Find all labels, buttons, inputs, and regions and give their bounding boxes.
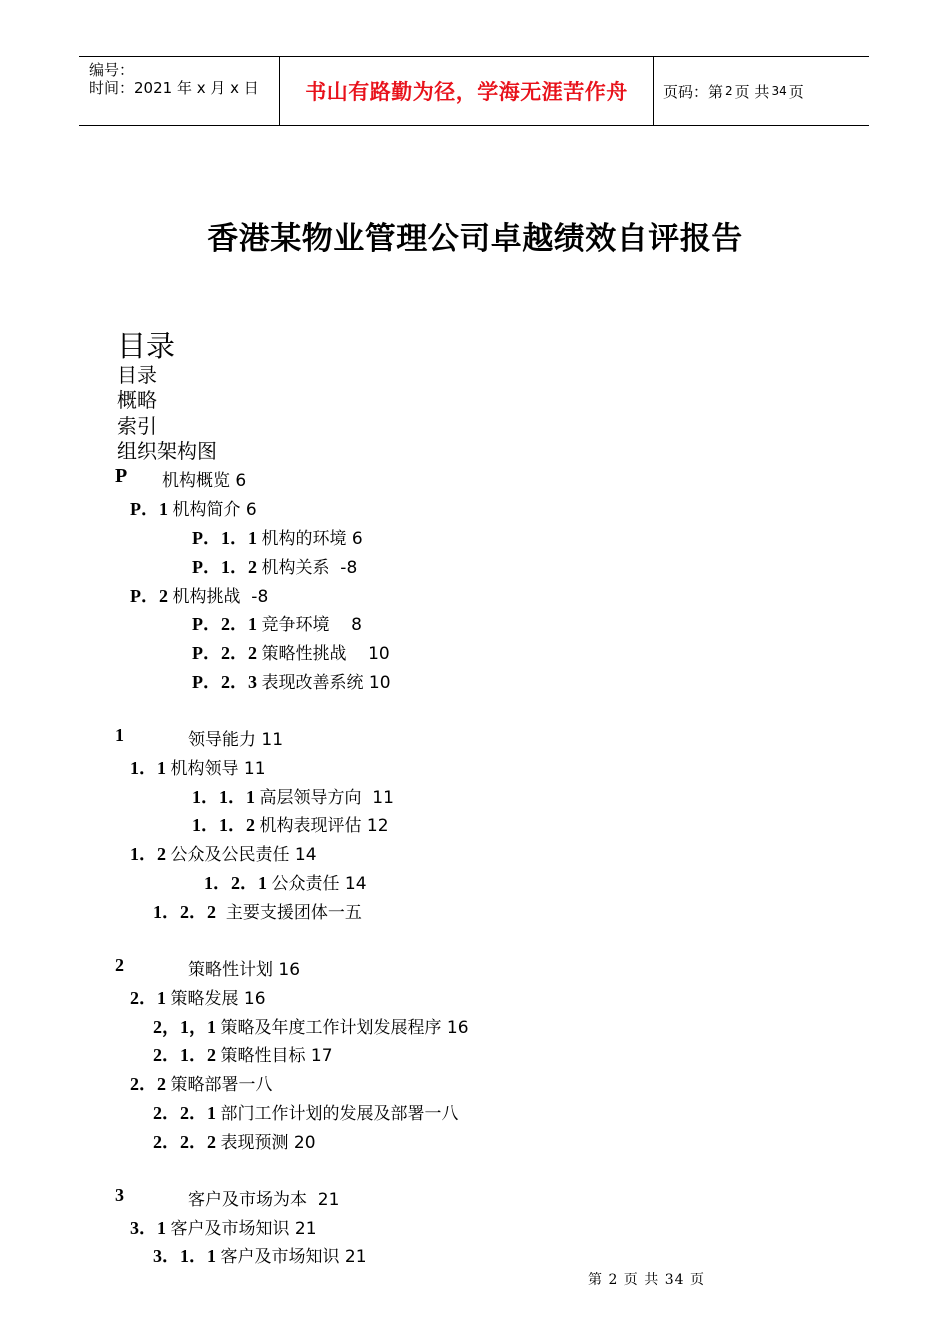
header-page-info [654, 57, 869, 125]
toc-entry[interactable]: 3．1 客户及市场知识 21 [130, 1218, 317, 1239]
toc-entry[interactable]: 2，1，1 策略及年度工作计划发展程序 16 [153, 1017, 469, 1038]
toc-entry[interactable]: 1．2．1 公众责任 14 [204, 873, 367, 894]
document-title: 香港某物业管理公司卓越绩效自评报告 [207, 221, 743, 257]
page-header [79, 56, 869, 126]
toc-top-item[interactable]: 概略 [117, 388, 157, 412]
toc-entry-text[interactable]: 策略性计划 16 [188, 960, 301, 980]
toc-entry[interactable]: 2．2．1 部门工作计划的发展及部署一八 [153, 1103, 459, 1124]
toc-entry[interactable]: 1．2 公众及公民责任 14 [130, 844, 317, 865]
page-total: 34 [771, 84, 787, 98]
toc-entry[interactable]: P．1．2 机构关系 -8 [192, 557, 358, 578]
toc-entry[interactable]: P．2．2 策略性挑战 10 [192, 643, 390, 664]
toc-top-item[interactable]: 目录 [117, 363, 157, 387]
toc-top-item[interactable]: 索引 [117, 414, 157, 438]
toc-entry[interactable]: 1．1．2 机构表现评估 12 [192, 815, 389, 836]
toc-entry[interactable]: P．1 机构简介 6 [130, 499, 257, 520]
document-number: 编号： [89, 61, 135, 79]
toc-entry[interactable]: 3 [115, 1185, 124, 1205]
toc-entry-text[interactable]: 领导能力 11 [188, 730, 284, 750]
toc-entry-text[interactable]: 客户及市场为本 21 [188, 1190, 340, 1210]
toc-entry[interactable]: P．2．1 竞争环境 8 [192, 614, 362, 635]
page-number: 2 [725, 84, 733, 98]
toc-entry[interactable]: 2 [115, 955, 124, 975]
toc-entry[interactable]: 1．1．1 高层领导方向 11 [192, 787, 394, 808]
toc-entry[interactable]: 2．1．2 策略性目标 17 [153, 1045, 333, 1066]
toc-entry[interactable]: P．2．3 表现改善系统 10 [192, 672, 391, 693]
toc-entry[interactable]: 3．1．1 客户及市场知识 21 [153, 1246, 367, 1267]
page-end: 页 [788, 82, 804, 101]
page-footer: 第 2 页 共 34 页 [588, 1272, 705, 1288]
toc-entry-text[interactable]: 机构概览 6 [162, 471, 247, 491]
toc-heading: 目录 [117, 329, 176, 363]
header-motto: 书山有路勤为径，学海无涯苦作舟 [280, 57, 654, 125]
page-mid: 页 共 [734, 82, 770, 101]
toc-entry[interactable]: 1．2．2 主要支援团体一五 [153, 902, 362, 923]
page-label: 页码：第 [663, 82, 724, 101]
toc-top-item[interactable]: 组织架构图 [117, 439, 217, 463]
document-time: 时间：2021 年 x 月 x 日 [89, 79, 259, 97]
toc-entry[interactable]: 1．1 机构领导 11 [130, 758, 266, 779]
toc-entry[interactable]: 2．1 策略发展 16 [130, 988, 266, 1009]
toc-entry[interactable]: 2．2．2 表现预测 20 [153, 1132, 316, 1153]
header-meta [79, 57, 280, 125]
toc-entry[interactable]: P．1．1 机构的环境 6 [192, 528, 363, 549]
toc-entry[interactable]: 1 [115, 725, 124, 745]
toc-entry[interactable]: 2．2 策略部署一八 [130, 1074, 273, 1095]
toc-entry[interactable]: P．2 机构挑战 -8 [130, 586, 269, 607]
toc-entry[interactable]: P [115, 465, 128, 487]
